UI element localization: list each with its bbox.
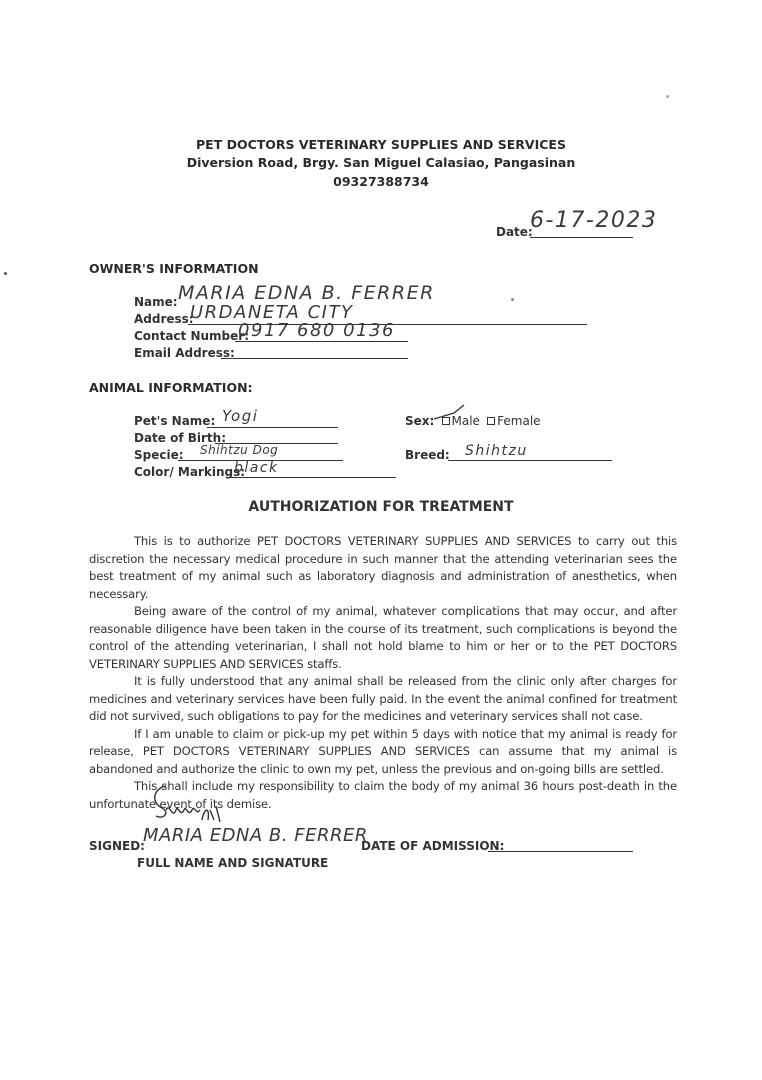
male-check-mark	[430, 403, 472, 427]
clinic-name: PET DOCTORS VETERINARY SUPPLIES AND SERVICES	[196, 137, 566, 152]
female-checkbox[interactable]	[487, 417, 495, 425]
signature-scribble	[140, 780, 240, 830]
admission-line	[488, 851, 633, 852]
sex-label: Sex:	[405, 414, 435, 428]
pet-name-label: Pet's Name:	[134, 414, 216, 428]
owner-name-value: MARIA EDNA B. FERRER	[178, 282, 435, 304]
breed-label: Breed:	[405, 448, 450, 462]
authorization-title: AUTHORIZATION FOR TREATMENT	[248, 499, 514, 515]
authorization-paragraph: This shall include my responsibility to claim the body of my animal 36 hours post-death in the unfortunate event of its demise.	[89, 779, 677, 811]
sex-male-option: Male	[451, 414, 480, 428]
owner-name-label: Name:	[134, 295, 178, 309]
authorization-paragraph: It is fully understood that any animal shall be released from the clinic only after charges for medicines and veterinary services have been fully paid. In the event the animal confined for treatment did not survived, such obligations to pay for the medicines and veterinary services shall not case.	[89, 674, 677, 723]
date-label: Date:	[496, 225, 533, 239]
admission-label: DATE OF ADMISSION:	[361, 839, 505, 853]
clinic-phone: 09327388734	[333, 174, 429, 189]
owner-contact-line	[235, 341, 408, 342]
signed-name: MARIA EDNA B. FERRER	[143, 825, 368, 846]
authorization-body	[89, 533, 677, 813]
scan-speck	[666, 95, 669, 98]
owner-contact-label: Contact Number:	[134, 329, 249, 343]
date-line	[530, 237, 633, 238]
owner-section-title: OWNER'S INFORMATION	[89, 261, 259, 276]
owner-address-label: Address:	[134, 312, 194, 326]
date-value: 6-17-2023	[530, 208, 658, 233]
sex-female-option: Female	[497, 414, 541, 428]
authorization-paragraph: This is to authorize PET DOCTORS VETERINARY SUPPLIES AND SERVICES to carry out this discretion the necessary medical procedure in such manner that the attending veterinarian sees the best treatment of my animal such as laboratory diagnosis and administration of anesthetics, when necessary.	[89, 534, 677, 601]
owner-email-line	[221, 358, 408, 359]
color-value: black	[234, 460, 279, 476]
specie-label: Specie:	[134, 448, 184, 462]
animal-section-title: ANIMAL INFORMATION:	[89, 380, 253, 395]
authorization-paragraph: If I am unable to claim or pick-up my pet within 5 days with notice that my animal is ready for release, PET DOCTORS VETERINARY SUPPLIES AND SERVICES can assume that my animal is abandoned and authorize the clinic to own my pet, unless the previous and on-going bills are settled.	[89, 726, 677, 776]
scan-speck	[4, 272, 7, 275]
breed-value: Shihtzu	[465, 443, 528, 459]
color-line	[231, 477, 396, 478]
clinic-address: Diversion Road, Brgy. San Miguel Calasiao, Pangasinan	[186, 155, 576, 170]
specie-value: Shihtzu Dog	[200, 443, 279, 457]
breed-line	[448, 460, 612, 461]
owner-address-value: URDANETA CITY	[190, 302, 354, 323]
authorization-paragraph: Being aware of the control of my animal, whatever complications that may occur, and after reasonable diligence have been taken in the course of its treatment, such complications is beyond the control of the attending veterinarian, I shall not hold blame to him or her or to the PET DOCTORS VETERINARY SUPPLIES AND SERVICES staffs.	[89, 604, 677, 671]
signature-caption: FULL NAME AND SIGNATURE	[137, 856, 329, 870]
owner-contact-value: 0917 680 0136	[238, 320, 395, 341]
owner-email-label: Email Address:	[134, 346, 235, 360]
signed-label: SIGNED:	[89, 839, 145, 853]
pet-name-value: Yogi	[222, 407, 259, 425]
pet-name-line	[207, 427, 338, 428]
scan-speck	[511, 298, 514, 301]
dob-label: Date of Birth:	[134, 431, 227, 445]
color-label: Color/ Markings:	[134, 465, 246, 479]
sex-field	[405, 414, 541, 428]
